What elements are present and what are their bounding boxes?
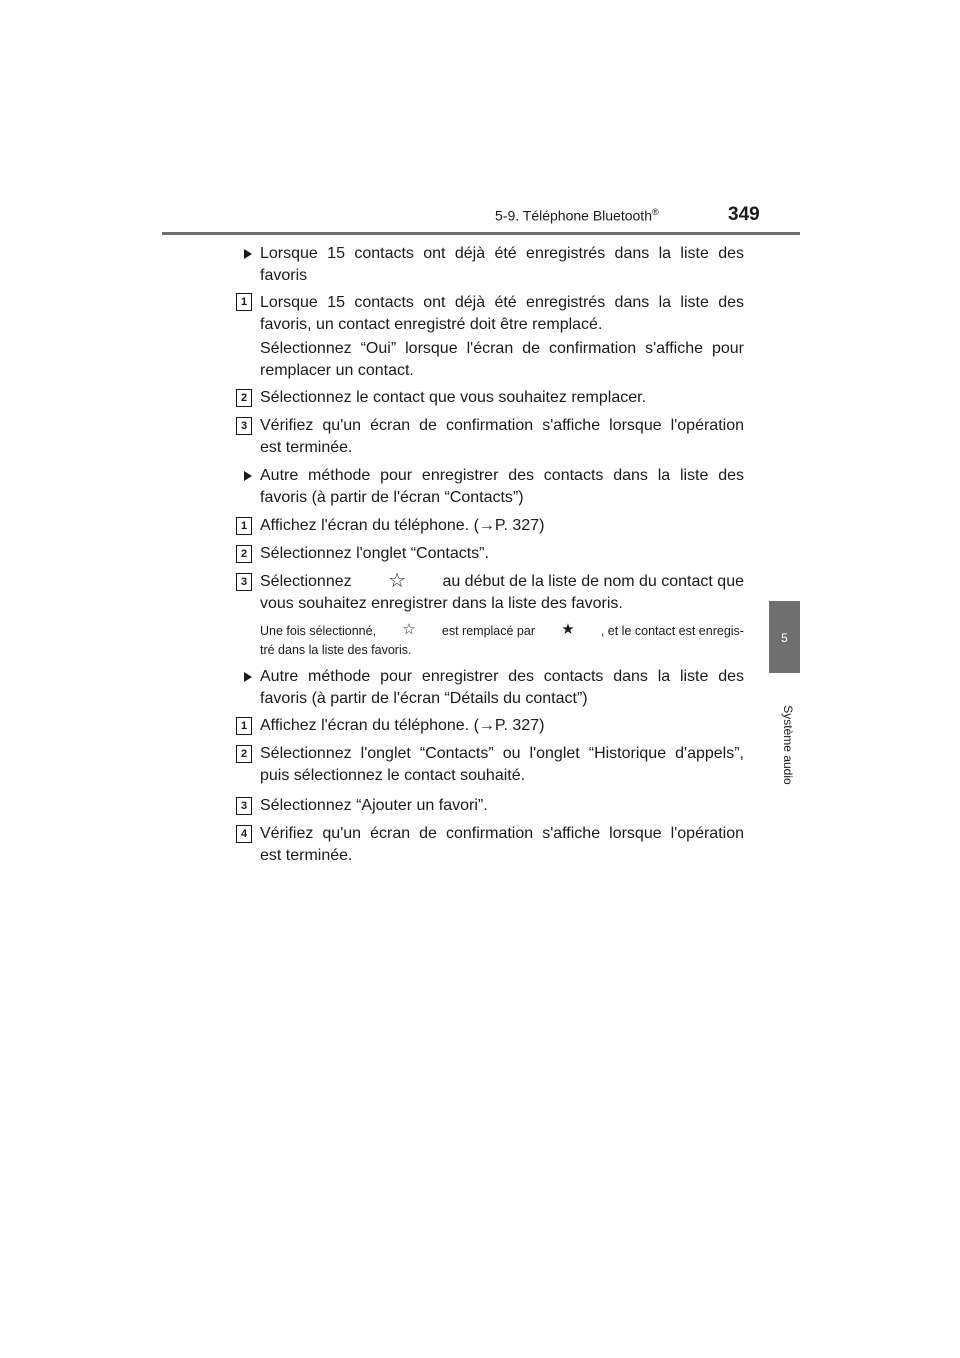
step-text: Sélectionnez “Ajouter un favori”.	[260, 797, 488, 814]
step-text: Sélectionnez le contact que vous souhaitez remplacer.	[260, 389, 647, 406]
page-ref-arrow-icon: →	[478, 717, 495, 734]
step-badge: 3	[236, 797, 252, 815]
section-heading: Autre méthode pour enregistrer des contacts dans la liste des	[260, 467, 744, 484]
step-badge: 3	[236, 573, 252, 591]
step-text-part: Sélectionnez	[260, 573, 352, 590]
section-heading: favoris (à partir de l'écran “Contacts”)	[260, 489, 524, 506]
star-filled-icon: ★	[561, 621, 575, 638]
step-badge: 1	[236, 517, 252, 535]
step-text: Vérifiez qu'un écran de confirmation s'affiche lorsque l'opération	[260, 417, 744, 434]
step-badge: 3	[236, 417, 252, 435]
step-text: Lorsque 15 contacts ont déjà été enregistrés dans la liste des	[260, 294, 744, 311]
page-number: 349	[728, 204, 760, 225]
section-heading: Autre méthode pour enregistrer des contacts dans la liste des	[260, 668, 744, 685]
section-heading: Lorsque 15 contacts ont déjà été enregistrés dans la liste des	[260, 245, 744, 262]
section-arrow-icon	[244, 249, 252, 259]
registered-mark: ®	[651, 207, 659, 217]
section-arrow-icon	[244, 471, 252, 481]
note-text-part: Une fois sélectionné,	[260, 624, 377, 638]
chapter-tab-number: 5	[781, 631, 788, 645]
step-badge: 2	[236, 745, 252, 763]
step-badge: 2	[236, 389, 252, 407]
step-text	[260, 515, 744, 537]
chapter-label-text: Système audio	[781, 705, 795, 785]
page-ref-link[interactable]: P. 327)	[494, 717, 545, 734]
note-text: tré dans la liste des favoris.	[260, 643, 412, 657]
section-arrow-icon	[244, 672, 252, 682]
section-heading: favoris	[260, 267, 308, 284]
step-text-part: au début de la liste de nom du contact que	[442, 573, 744, 590]
step-badge: 4	[236, 825, 252, 843]
note-text-part: , et le contact est enregis-	[600, 624, 744, 638]
step-text: remplacer un contact.	[260, 362, 414, 379]
header-divider	[162, 232, 800, 235]
step-text: Sélectionnez l'onglet “Contacts” ou l'onglet “Historique d'appels”,	[260, 745, 744, 762]
step-text: est terminée.	[260, 847, 353, 864]
section-heading: favoris (à partir de l'écran “Détails du contact”)	[260, 690, 588, 707]
page-ref-arrow-icon: →	[478, 517, 495, 534]
chapter-label	[778, 692, 794, 802]
step-text: Vérifiez qu'un écran de confirmation s'affiche lorsque l'opération	[260, 825, 744, 842]
page-header	[0, 0, 960, 240]
page-ref-link[interactable]: P. 327)	[494, 517, 545, 534]
note-text-part: est remplacé par	[441, 624, 535, 638]
step-text	[260, 571, 744, 593]
step-text: puis sélectionnez le contact souhaité.	[260, 767, 526, 784]
star-outline-icon: ☆	[402, 621, 416, 638]
note-text	[260, 622, 744, 640]
step-text: favoris, un contact enregistré doit être remplacé.	[260, 316, 603, 333]
step-text: Sélectionnez “Oui” lorsque l'écran de confirmation s'affiche pour	[260, 340, 744, 357]
step-text	[260, 715, 744, 737]
section-title-text: 5-9. Téléphone Bluetooth	[495, 207, 652, 224]
step-text-part: Affichez l'écran du téléphone. (	[260, 517, 479, 534]
step-text-part: Affichez l'écran du téléphone. (	[260, 717, 479, 734]
step-text: vous souhaitez enregistrer dans la liste des favoris.	[260, 595, 623, 612]
step-badge: 2	[236, 545, 252, 563]
step-badge: 1	[236, 717, 252, 735]
star-outline-icon: ☆	[388, 570, 406, 592]
step-badge: 1	[236, 293, 252, 311]
step-text: est terminée.	[260, 439, 353, 456]
step-text: Sélectionnez l'onglet “Contacts”.	[260, 545, 489, 562]
section-title	[495, 207, 659, 224]
chapter-tab[interactable]	[769, 601, 800, 673]
